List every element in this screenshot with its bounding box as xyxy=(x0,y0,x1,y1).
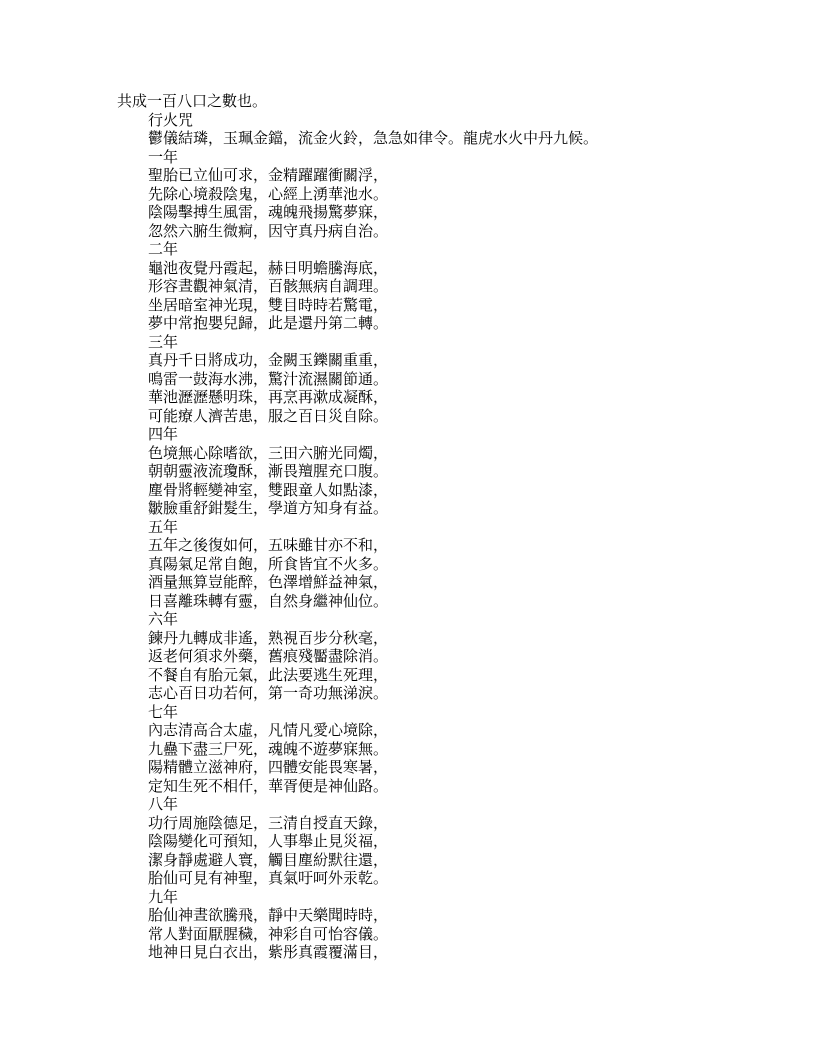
verse-line: 可能療人濟苦患，服之百日災自除。 xyxy=(148,408,389,425)
verse-line: 皺臉重舒鉗髮生，學道方知身有益。 xyxy=(148,501,389,517)
section-title: 八年 xyxy=(148,797,179,813)
verse-line: 地神日見白衣出，紫彤真霞覆滿目， xyxy=(148,945,389,961)
verse-line: 潔身靜處避人寰，觸目塵紛默往還， xyxy=(148,852,389,869)
verse-line: 聖胎已立仙可求，金精躍躍衝關浮， xyxy=(148,168,389,184)
verse-line: 先除心境殺陰鬼，心經上湧華池水。 xyxy=(148,186,389,203)
section-title: 六年 xyxy=(148,612,179,628)
verse-line: 坐居暗室神光現，雙目時時若驚電， xyxy=(148,297,389,314)
section-title: 二年 xyxy=(148,242,179,258)
section-title: 五年 xyxy=(148,519,179,536)
verse-line: 色境無心除嗜欲，三田六腑光同燭， xyxy=(148,445,389,462)
verse-line: 不餐自有胎元氣，此法要逃生死理， xyxy=(148,667,389,684)
verse-line: 真丹千日將成功，金闕玉鑠關重重， xyxy=(148,353,389,369)
section-title: 七年 xyxy=(148,704,179,721)
section-title: 行火咒 xyxy=(148,112,194,129)
section-title: 三年 xyxy=(148,334,179,351)
verse-line: 胎仙可見有神聖，真氣吁呵外汞乾。 xyxy=(148,871,389,887)
verse-line: 酒量無算豈能醉，色澤增鮮益神氣， xyxy=(148,575,389,591)
text-block xyxy=(117,93,776,963)
verse-line: 陰陽變化可預知，人事舉止見災福， xyxy=(148,834,389,850)
verse-line: 常人對面厭腥穢，神彩自可怡容儀。 xyxy=(148,926,389,943)
verse-line: 華池瀝瀝懸明珠，再烹再漱成凝酥， xyxy=(148,390,389,406)
verse-line: 陰陽擊搏生風雷，魂魄飛揚驚夢寐， xyxy=(148,205,389,221)
verse-line: 陽精體立滋神府，四體安能畏寒暑， xyxy=(148,760,389,776)
verse-line: 形容晝觀神氣清，百骸無病自調理。 xyxy=(148,279,389,295)
verse-line: 內志清高合太虛，凡情凡愛心境除， xyxy=(148,723,389,739)
sections-container xyxy=(117,112,776,963)
verse-line: 九蠱下盡三尸死，魂魄不遊夢寐無。 xyxy=(148,741,389,758)
verse-line: 朝朝靈液流瓊酥，漸畏羶腥充口腹。 xyxy=(148,464,389,480)
section-title: 一年 xyxy=(148,149,179,166)
verse-line: 忽然六腑生微痾，因守真丹病自治。 xyxy=(148,223,389,240)
verse-line: 夢中常抱嬰兒歸，此是還丹第二轉。 xyxy=(148,316,389,332)
intro-line: 共成一百八口之數也。 xyxy=(117,94,268,110)
verse-line: 日喜離珠轉有靈，自然身繼神仙位。 xyxy=(148,593,389,610)
verse-line: 定知生死不相仟，華胥便是神仙路。 xyxy=(148,778,389,795)
section-title: 四年 xyxy=(148,427,179,443)
verse-line: 龜池夜覺丹霞起，赫日明蟾騰海底， xyxy=(148,260,389,277)
verse-line: 志心百日功若何，第一奇功無涕淚。 xyxy=(148,686,389,702)
verse-line: 功行周施陰德足，三清自授直天錄， xyxy=(148,815,389,832)
verse-line: 鬱儀結璘，玉珮金鐺，流金火鈴，急急如律令。龍虎水火中丹九候。 xyxy=(148,131,599,147)
verse-line: 真陽氣足常自飽，所食皆宜不火多。 xyxy=(148,556,389,573)
verse-line: 鳴雷一鼓海水沸，驚汁流濕關節通。 xyxy=(148,371,389,388)
verse-line: 胎仙神晝欲騰飛，靜中天樂聞時時， xyxy=(148,908,389,924)
section-title: 九年 xyxy=(148,889,179,906)
verse-line: 鍊丹九轉成非遙，熟視百步分秋毫， xyxy=(148,630,389,647)
verse-line: 塵骨將輕變神室，雙跟童人如點漆， xyxy=(148,482,389,499)
verse-line: 五年之後復如何，五味雖甘亦不和， xyxy=(148,538,389,554)
verse-line: 返老何須求外藥，舊痕殘靨盡除消。 xyxy=(148,649,389,665)
